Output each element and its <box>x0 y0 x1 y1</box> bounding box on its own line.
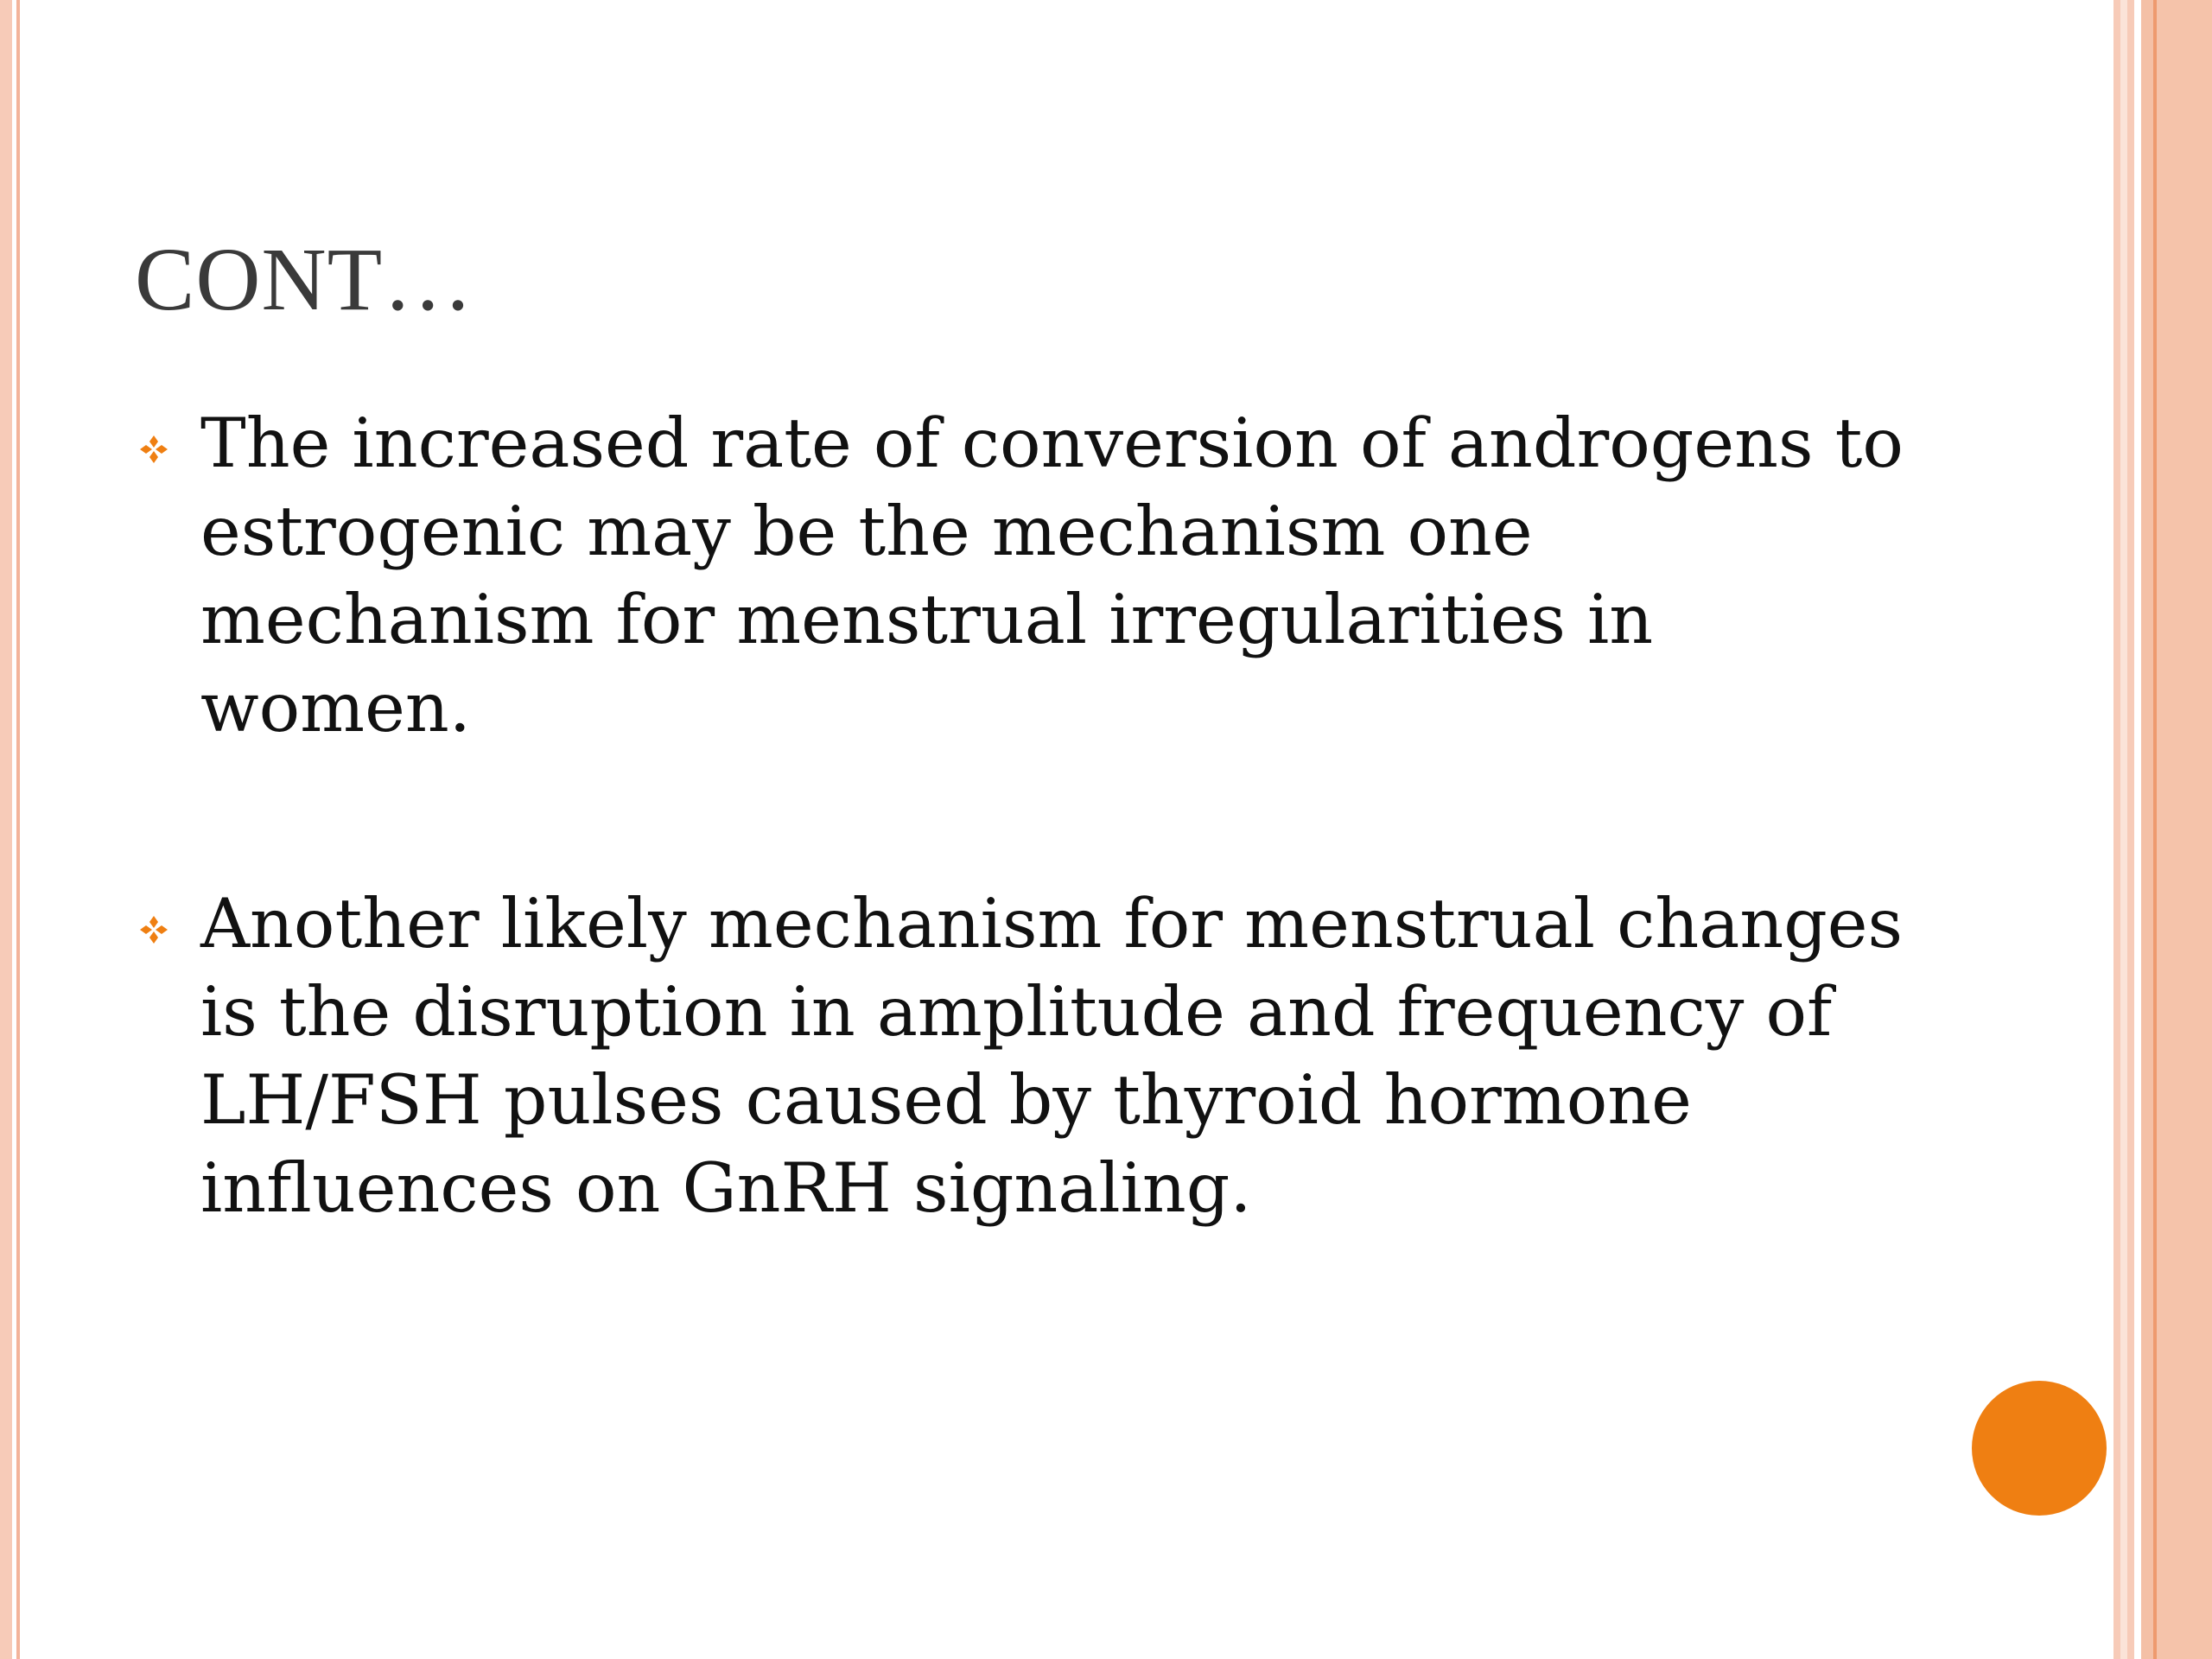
four-diamond-bullet-icon <box>137 912 171 947</box>
bullet-text: The increased rate of conversion of androgens to estrogenic may be the mechanism one mechanism for menstrual irregularities in women. <box>200 404 1904 747</box>
left-border-stripe <box>0 0 12 1659</box>
bullet-item <box>135 880 1932 1232</box>
four-diamond-bullet-icon <box>137 432 171 467</box>
right-border-stripe <box>2120 0 2127 1659</box>
bullet-text: Another likely mechanism for menstrual changes is the disruption in amplitude and frequency of LH/FSH pulses caused by thyroid hormone influences on GnRH signaling. <box>200 884 1904 1228</box>
left-border-line <box>16 0 20 1659</box>
slide-title: CONT… <box>135 230 474 329</box>
bullet-item <box>135 399 1932 752</box>
right-border-band <box>2157 0 2212 1659</box>
right-border-stripe <box>2113 0 2120 1659</box>
right-border-gap <box>2134 0 2141 1659</box>
orange-circle-decoration <box>1972 1381 2107 1516</box>
right-border-stripe <box>2127 0 2134 1659</box>
right-border-stripe <box>2141 0 2153 1659</box>
bullet-list <box>135 399 1932 1232</box>
